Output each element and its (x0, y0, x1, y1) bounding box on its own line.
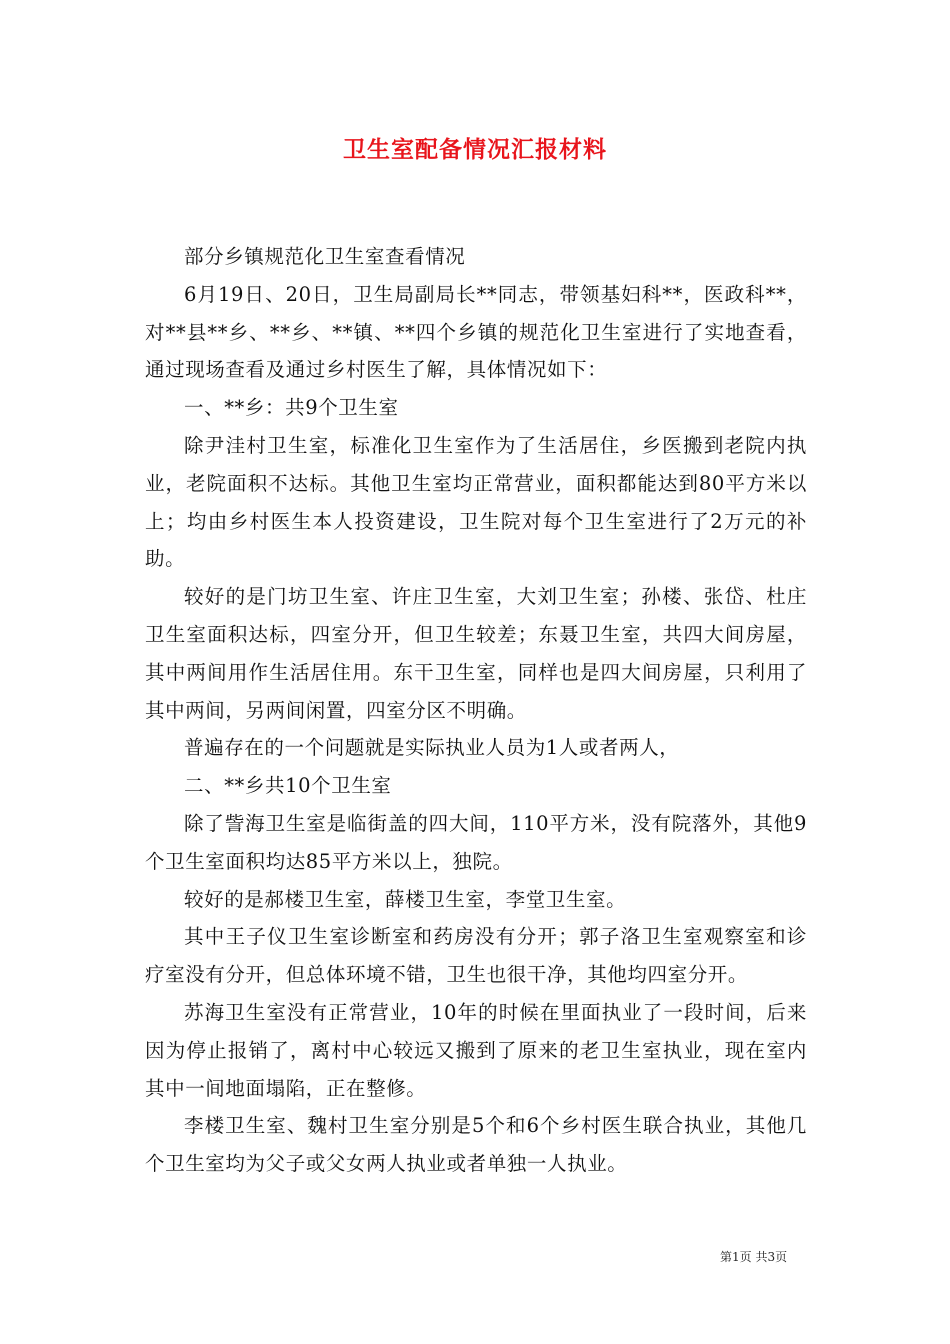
paragraph: 苏海卫生室没有正常营业，10年的时候在里面执业了一段时间，后来因为停止报销了，离村中心较远又搬到了原来的老卫生室执业，现在室内其中一间地面塌陷，正在整修。 (145, 1000, 807, 1100)
paragraph: 其中王子仪卫生室诊断室和药房没有分开；郭子洛卫生室观察室和诊疗室没有分开，但总体环境不错，卫生也很干净，其他均四室分开。 (145, 925, 807, 987)
paragraph: 较好的是门坊卫生室、许庄卫生室，大刘卫生室；孙楼、张岱、杜庄卫生室面积达标，四室分开，但卫生较差；东聂卫生室，共四大间房屋，其中两间用作生活居住用。东干卫生室，同样也是四大间房屋，只利用了其中两间，另两间闲置，四室分区不明确。 (145, 585, 807, 722)
paragraph-heading-township-2: 二、**乡共10个卫生室 (184, 774, 392, 798)
paragraph: 除了訾海卫生室是临街盖的四大间，110平方米，没有院落外，其他9个卫生室面积均达85平方米以上，独院。 (145, 811, 807, 873)
paragraph-heading-township-1: 一、**乡：共9个卫生室 (184, 396, 399, 420)
paragraph: 除尹洼村卫生室，标准化卫生室作为了生活居住，乡医搬到老院内执业，老院面积不达标。其他卫生室均正常营业，面积都能达到80平方米以上；均由乡村医生本人投资建设，卫生院对每个卫生室进行了2万元的补助。 (145, 433, 807, 571)
paragraph: 普遍存在的一个问题就是实际执业人员为1人或者两人， (184, 736, 680, 760)
document-title: 卫生室配备情况汇报材料 (343, 136, 607, 163)
paragraph-intro: 6月19日、20日，卫生局副局长**同志，带领基妇科**，医政科**，对**县**乡、**乡、**镇、**四个乡镇的规范化卫生室进行了实地查看，通过现场查看及通过乡村医生了解，具体情况如下： (145, 282, 807, 382)
paragraph-section-heading: 部分乡镇规范化卫生室查看情况 (184, 245, 466, 268)
document-body (145, 238, 807, 1183)
paragraph: 李楼卫生室、魏村卫生室分别是5个和6个乡村医生联合执业，其他几个卫生室均为父子或父女两人执业或者单独一人执业。 (145, 1114, 807, 1176)
page-number: 第1页 共3页 (720, 1250, 788, 1264)
paragraph: 较好的是郝楼卫生室，薛楼卫生室，李堂卫生室。 (184, 887, 627, 911)
